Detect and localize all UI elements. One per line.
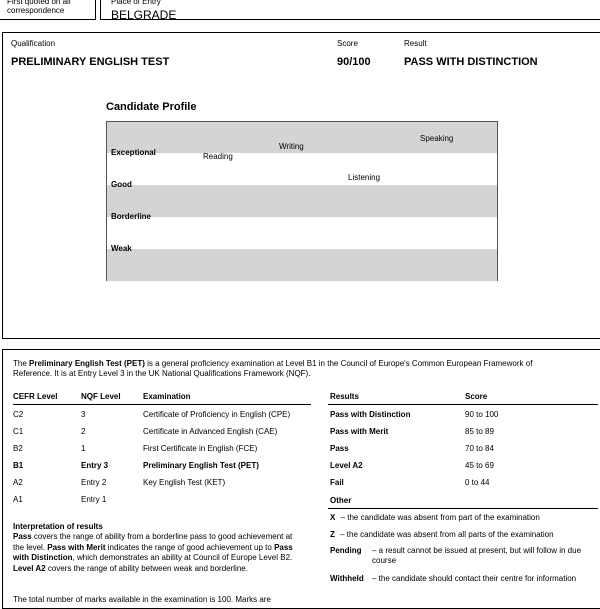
cell-cefr: C1 (13, 427, 24, 436)
cell-cefr: B1 (13, 461, 24, 470)
qualification-value: PRELIMINARY ENGLISH TEST (11, 56, 170, 68)
cell-exam: Certificate of Proficiency in English (CPE) (143, 410, 291, 419)
level-label-good: Good (111, 180, 132, 189)
other-code: Pending (330, 546, 362, 555)
interp-t4: covers the range of ability between weak and borderline. (45, 563, 248, 573)
header-left-label-line1: First quoted on all (7, 0, 71, 6)
skill-writing: Writing (279, 142, 304, 151)
other-text: – the candidate was absent from part of the examination (340, 513, 540, 522)
levels-header-rule (13, 404, 311, 405)
interpretation-title: Interpretation of results (13, 522, 103, 531)
result-panel (2, 32, 600, 339)
qualification-label: Qualification (11, 39, 56, 48)
score-label: Score (337, 39, 358, 48)
cell-result: Pass with Distinction (330, 410, 411, 419)
interp-b2: Pass with Merit (47, 542, 106, 552)
levels-header-nqf: NQF Level (81, 392, 121, 401)
cell-nqf: 1 (81, 444, 86, 453)
other-item-x (330, 513, 598, 523)
results-row (328, 410, 598, 422)
levels-row-b2 (13, 444, 311, 456)
level-label-exceptional: Exceptional (111, 148, 156, 157)
levels-header-exam: Examination (143, 392, 191, 401)
level-label-weak: Weak (111, 244, 132, 253)
cell-exam: Key English Test (KET) (143, 478, 226, 487)
other-text: – the candidate should contact their centre for information (372, 574, 577, 583)
result-label: Result (404, 39, 427, 48)
other-code: Z (330, 530, 335, 539)
cell-cefr: A2 (13, 478, 23, 487)
cell-result: Level A2 (330, 461, 363, 470)
cell-score: 85 to 89 (465, 427, 494, 436)
other-title: Other (330, 496, 352, 505)
cell-nqf: 2 (81, 427, 86, 436)
cell-cefr: B2 (13, 444, 23, 453)
interp-b1: Pass (13, 532, 32, 541)
other-rule (328, 508, 598, 509)
cell-exam: Certificate in Advanced English (CAE) (143, 427, 278, 436)
level-label-borderline: Borderline (111, 212, 152, 221)
levels-row-a2 (13, 478, 311, 490)
candidate-profile-chart (106, 121, 498, 281)
cell-result: Pass with Merit (330, 427, 389, 436)
cell-exam: Preliminary English Test (PET) (143, 461, 259, 470)
cell-nqf: Entry 3 (81, 461, 109, 470)
cell-result: Fail (330, 478, 344, 487)
interp-t1: covers the range of ability from a borderline pass to good achievement at the level. (13, 532, 293, 552)
interpretation-paragraph-2: The total number of marks available in the examination is 100. Marks are (13, 595, 271, 604)
results-header-rule (328, 404, 598, 405)
intro-bold: Preliminary English Test (PET) (29, 359, 145, 368)
interpretation-paragraph (13, 532, 303, 574)
results-row (328, 444, 598, 456)
cell-cefr: A1 (13, 495, 23, 504)
cell-score: 45 to 69 (465, 461, 494, 470)
cell-nqf: Entry 1 (81, 495, 107, 504)
intro-post: is a general proficiency examination at Level B1 in the Council of Europe's Common European Framework of Reference. It is at Entry Level 3 in the UK National Qualifications Framework (NQF). (13, 359, 533, 378)
cell-cefr: C2 (13, 410, 24, 419)
cell-score: 70 to 84 (465, 444, 494, 453)
results-table (328, 390, 598, 490)
cell-score: 0 to 44 (465, 478, 490, 487)
skill-speaking: Speaking (420, 134, 454, 143)
results-row (328, 461, 598, 473)
result-value: PASS WITH DISTINCTION (404, 56, 538, 68)
info-panel (2, 349, 600, 609)
results-header-results: Results (330, 392, 359, 401)
levels-row-a1 (13, 495, 311, 507)
interp-b3: Pass with Distinction (13, 542, 293, 562)
candidate-header-left-box (0, 0, 96, 20)
place-of-entry-label: Place of Entry (111, 0, 161, 6)
interp-b4: Level A2 (13, 563, 46, 573)
cell-nqf: Entry 2 (81, 478, 107, 487)
levels-table (13, 390, 311, 510)
levels-row-c1 (13, 427, 311, 439)
place-of-entry-value: BELGRADE (111, 8, 177, 22)
cell-nqf: 3 (81, 410, 86, 419)
levels-row-c2 (13, 410, 311, 422)
other-code: X (330, 513, 336, 522)
skill-listening: Listening (348, 173, 381, 182)
levels-header-cefr: CEFR Level (13, 392, 58, 401)
results-row (328, 427, 598, 439)
results-header-score: Score (465, 392, 488, 401)
levels-row-b1 (13, 461, 311, 473)
other-text: – a result cannot be issued at present, but will follow in due course (372, 546, 582, 565)
other-code: Withheld (330, 574, 364, 583)
band-below-weak (107, 249, 497, 281)
place-of-entry-box (100, 0, 600, 20)
cell-exam: First Certificate in English (FCE) (143, 444, 258, 453)
interp-t3: , which demonstrates an ability at Council of Europe Level B2. (72, 553, 293, 562)
cell-result: Pass (330, 444, 349, 453)
info-intro (13, 359, 553, 379)
header-left-label-line2: correspondence (7, 6, 65, 15)
interp-t2: indicates the range of good achievement up to (105, 542, 275, 552)
other-item-z (330, 530, 598, 540)
results-row (328, 478, 598, 490)
skill-reading: Reading (203, 152, 233, 161)
band-borderline (107, 185, 497, 217)
intro-pre: The (13, 359, 30, 368)
score-value: 90/100 (337, 56, 371, 68)
cell-score: 90 to 100 (465, 410, 499, 419)
candidate-profile-title: Candidate Profile (106, 101, 197, 113)
other-text: – the candidate was absent from all parts of the examination (340, 530, 554, 539)
